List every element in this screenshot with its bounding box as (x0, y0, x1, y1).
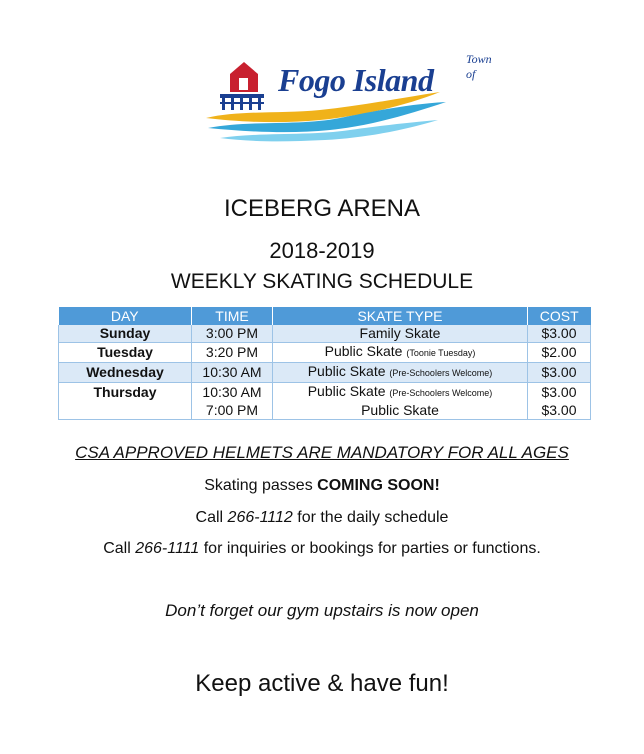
table-row (59, 343, 591, 363)
passes-coming-soon: COMING SOON! (317, 477, 440, 494)
skate-note: (Pre-Schoolers Welcome) (389, 368, 493, 378)
schedule-table (58, 307, 591, 420)
skate-type: Public Skate (324, 343, 403, 359)
schedule-header-row (59, 307, 591, 325)
cell-day (59, 402, 192, 420)
skate-type: Family Skate (359, 325, 441, 341)
cell-cost: $3.00 (528, 402, 591, 420)
inquiry-suffix: for inquiries or bookings for parties or functions. (199, 540, 541, 557)
col-cost: COST (528, 307, 591, 325)
cell-cost: $3.00 (528, 383, 591, 403)
cell-time: 10:30 AM (192, 383, 273, 403)
cell-time: 3:20 PM (192, 343, 273, 363)
daily-schedule-notice (0, 509, 644, 527)
cell-time: 7:00 PM (192, 402, 273, 420)
gym-notice: Don’t forget our gym upstairs is now open (165, 601, 479, 620)
cell-day: Wednesday (59, 363, 192, 383)
cell-type (273, 383, 528, 403)
passes-notice (0, 477, 644, 495)
daily-prefix: Call (195, 509, 228, 526)
passes-text: Skating passes (204, 477, 318, 494)
cell-time: 10:30 AM (192, 363, 273, 383)
cell-type (273, 325, 528, 343)
skate-type: Public Skate (307, 383, 386, 399)
col-time: TIME (192, 307, 273, 325)
col-skate-type: SKATE TYPE (273, 307, 528, 325)
cell-cost: $3.00 (528, 325, 591, 343)
cell-day: Tuesday (59, 343, 192, 363)
table-row (59, 325, 591, 343)
skate-type: Public Skate (307, 363, 386, 379)
helmet-notice: CSA APPROVED HELMETS ARE MANDATORY FOR ALL AGES (75, 443, 569, 462)
table-row (59, 402, 591, 420)
cell-day: Sunday (59, 325, 192, 343)
skate-type: Public Skate (361, 402, 439, 418)
season-title: 2018-2019 (269, 238, 375, 263)
cell-cost: $2.00 (528, 343, 591, 363)
inquiry-notice (0, 540, 644, 558)
schedule-subtitle: WEEKLY SKATING SCHEDULE (170, 270, 474, 293)
cell-time: 3:00 PM (192, 325, 273, 343)
closing-message: Keep active & have fun! (195, 670, 449, 697)
inquiry-prefix: Call (103, 540, 136, 557)
fogo-island-logo (200, 52, 492, 152)
daily-phone: 266-1112 (227, 509, 293, 526)
skate-note: (Toonie Tuesday) (406, 348, 476, 358)
cell-type (273, 402, 528, 420)
table-row (59, 363, 591, 383)
cell-type (273, 363, 528, 383)
cell-cost: $3.00 (528, 363, 591, 383)
logo-town-name: Fogo Island (278, 62, 434, 98)
cell-day: Thursday (59, 383, 192, 403)
col-day: DAY (59, 307, 192, 325)
cell-type (273, 343, 528, 363)
inquiry-phone: 266-1111 (135, 540, 200, 557)
table-row (59, 383, 591, 403)
logo-town-of: Town of (466, 52, 492, 81)
skate-note: (Pre-Schoolers Welcome) (389, 388, 493, 398)
arena-title: ICEBERG ARENA (223, 195, 421, 222)
daily-suffix: for the daily schedule (292, 509, 449, 526)
